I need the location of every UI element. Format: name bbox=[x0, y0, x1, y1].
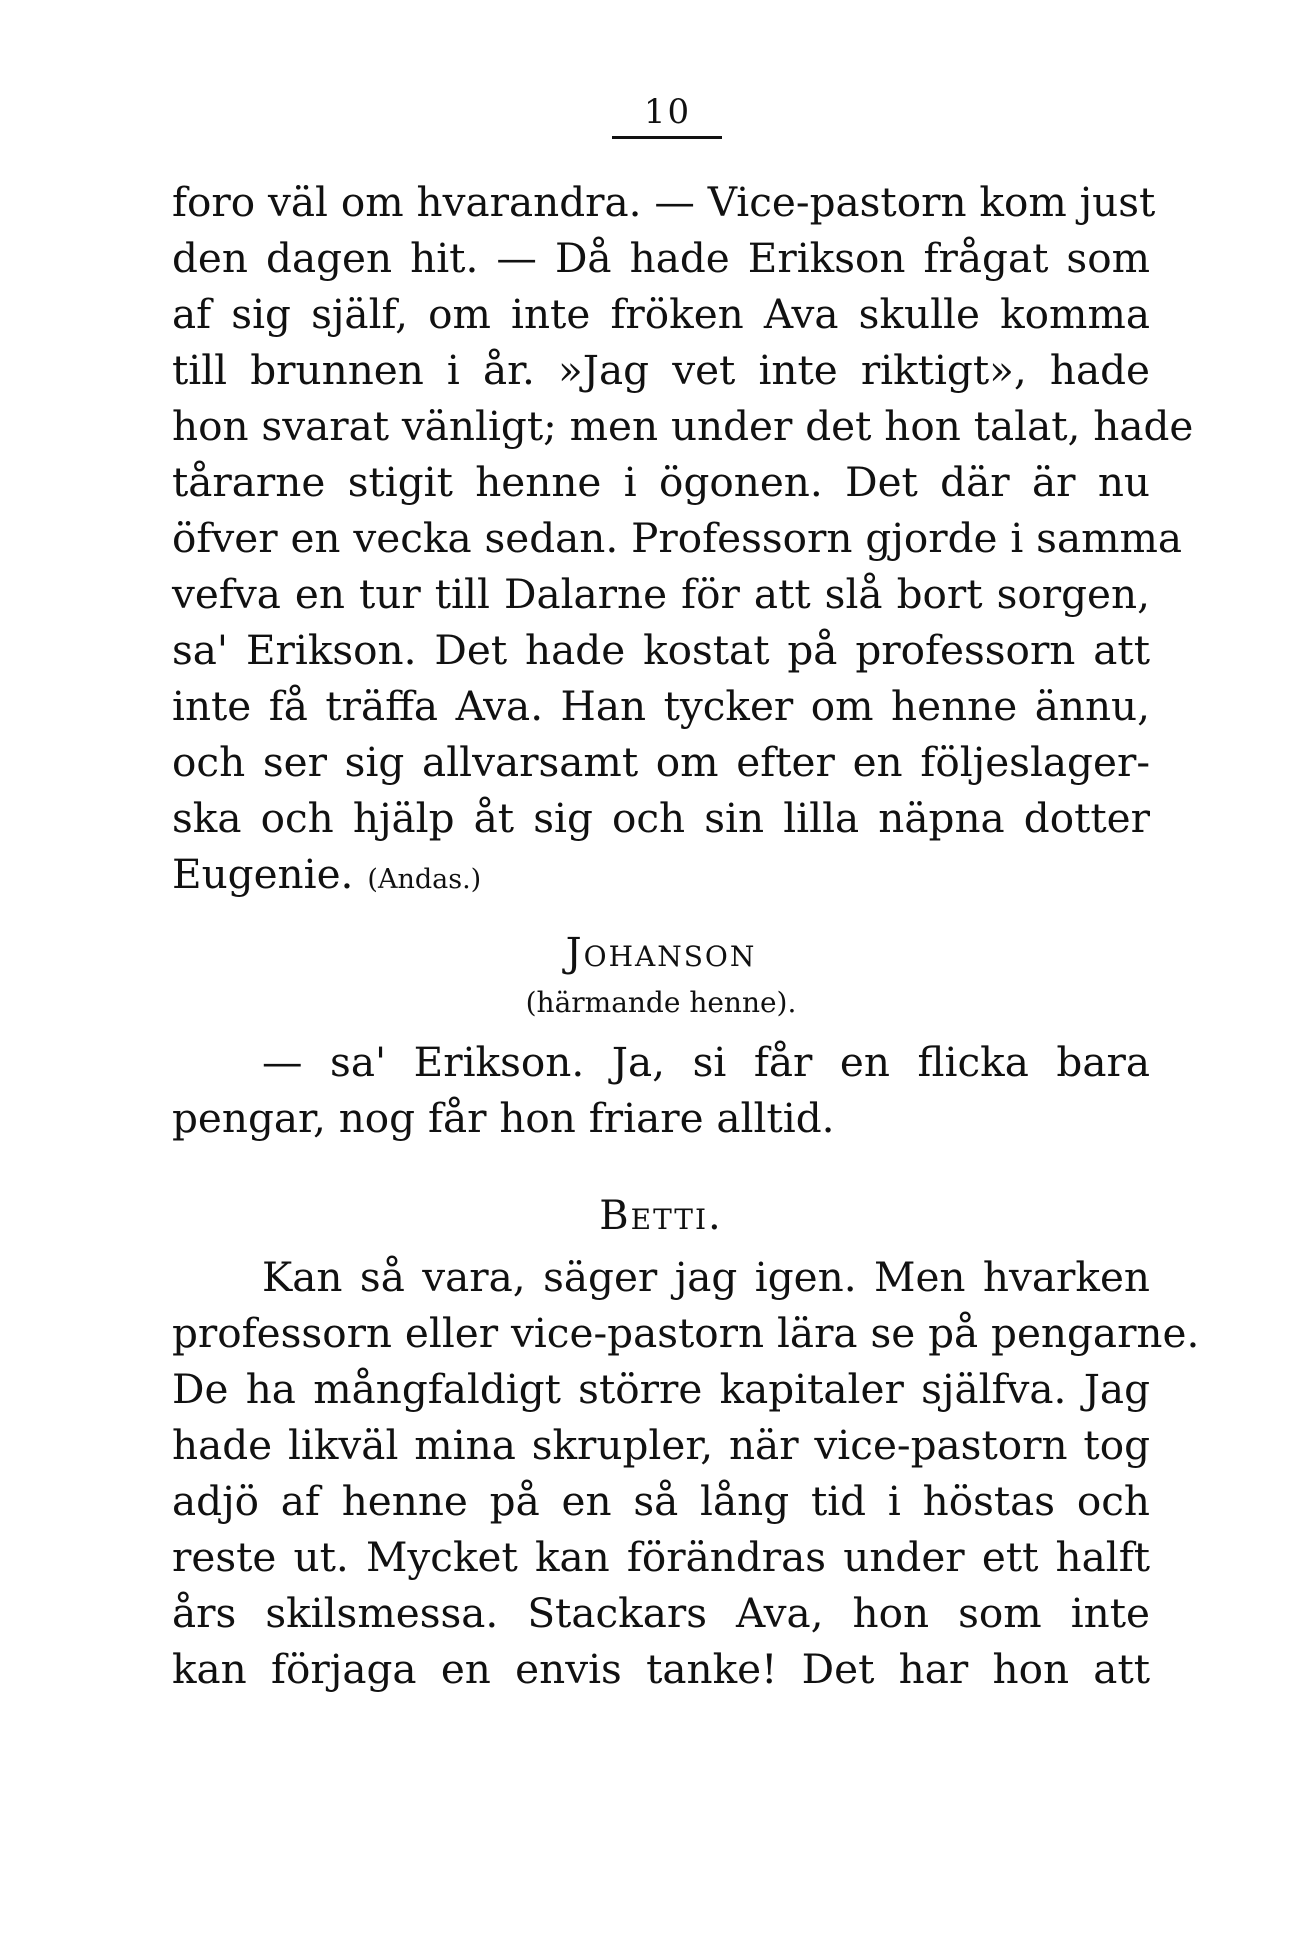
page-number-rule bbox=[612, 136, 722, 139]
text-line: foro väl om hvarandra. — Vice-pastorn kom just bbox=[172, 178, 1156, 226]
text-line: hade likväl mina skrupler, när vice-pastorn tog bbox=[172, 1421, 1150, 1469]
text-line: adjö af henne på en så lång tid i höstas och bbox=[172, 1477, 1150, 1525]
text-line: ska och hjälp åt sig och sin lilla näpna dotter bbox=[172, 794, 1150, 842]
speaker-name-betti: Betti. bbox=[599, 1193, 723, 1239]
text-line: af sig själf, om inte fröken Ava skulle komma bbox=[172, 290, 1150, 338]
text-line: till brunnen i år. »Jag vet inte riktigt», hade bbox=[172, 346, 1150, 394]
paragraph-2 bbox=[172, 1034, 1150, 1146]
text-line: kan förjaga en envis tanke! Det har hon att bbox=[172, 1645, 1150, 1693]
page-number: 10 bbox=[643, 92, 692, 132]
text-line: års skilsmessa. Stackars Ava, hon som inte bbox=[172, 1589, 1150, 1637]
stage-direction: (Andas.) bbox=[367, 864, 482, 895]
text-line: reste ut. Mycket kan förändras under ett halft bbox=[172, 1533, 1150, 1581]
text-line: vefva en tur till Dalarne för att slå bort sorgen, bbox=[172, 570, 1150, 618]
text-line: inte få träffa Ava. Han tycker om henne ännu, bbox=[172, 682, 1150, 730]
speaker-direction: (härmande henne). bbox=[525, 986, 797, 1019]
text-line: — sa' Erikson. Ja, si får en flicka bara bbox=[262, 1038, 1150, 1086]
text-line: professorn eller vice-pastorn lära se på pengarne. bbox=[172, 1309, 1200, 1357]
text-line: tårarne stigit henne i ögonen. Det där är nu bbox=[172, 458, 1150, 506]
text-line: och ser sig allvarsamt om efter en följeslager- bbox=[172, 738, 1150, 786]
text-line: hon svarat vänligt; men under det hon talat, hade bbox=[172, 402, 1194, 450]
text-line bbox=[172, 846, 1150, 902]
text-line: den dagen hit. — Då hade Erikson frågat som bbox=[172, 234, 1150, 282]
text-line: öfver en vecka sedan. Professorn gjorde i samma bbox=[172, 514, 1183, 562]
text-line: Kan så vara, säger jag igen. Men hvarken bbox=[262, 1253, 1150, 1301]
text-line: sa' Erikson. Det hade kostat på professorn att bbox=[172, 626, 1150, 674]
text-line: pengar, nog får hon friare alltid. bbox=[172, 1094, 835, 1142]
paragraph-1 bbox=[172, 174, 1194, 902]
text-line: De ha mångfaldigt större kapitaler själfva. Jag bbox=[172, 1365, 1150, 1413]
speaker-name-johanson: Johanson bbox=[565, 930, 757, 976]
paragraph-3 bbox=[172, 1249, 1200, 1697]
text-line-words: Eugenie. bbox=[172, 850, 354, 898]
